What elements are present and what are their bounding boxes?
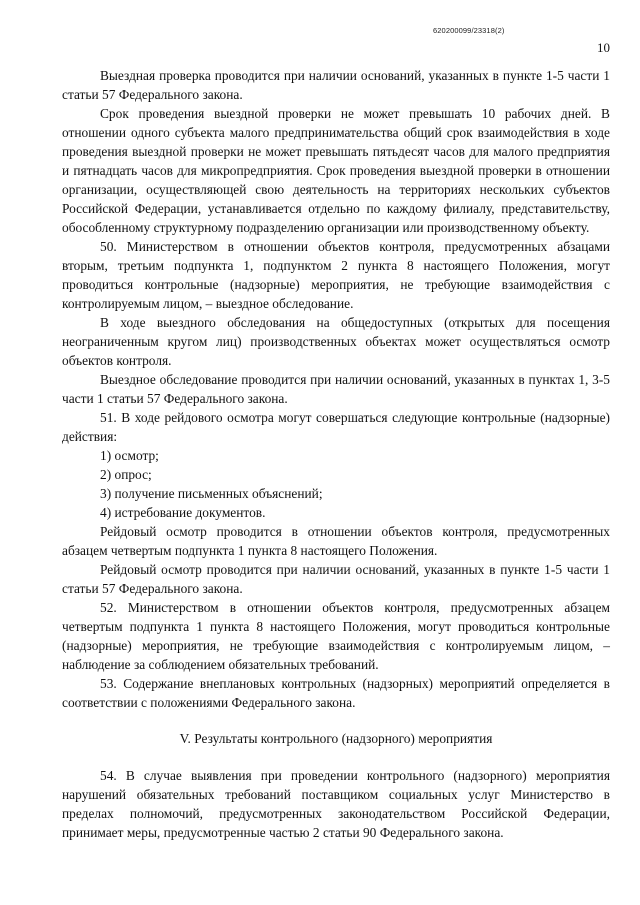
paragraph: В ходе выездного обследования на общедоступных (открытых для посещения неограниченным кругом лиц) производственных объектах может осуществляться осмотр объектов контроля. — [62, 315, 610, 368]
paragraph: 54. В случае выявления при проведении контрольного (надзорного) мероприятия нарушений обязательных требований поставщиком социальных услуг Министерство в пределах полномочий, предусмотренных законодательством Российской Федерации, принимает меры, предусмотренные частью 2 статьи 90 Федерального закона. — [62, 768, 610, 840]
paragraph: 51. В ходе рейдового осмотра могут совершаться следующие контрольные (надзорные) действия: — [62, 410, 610, 444]
page-number: 10 — [597, 40, 610, 55]
paragraph: Срок проведения выездной проверки не может превышать 10 рабочих дней. В отношении одного субъекта малого предпринимательства общий срок взаимодействия в ходе проведения выездной проверки не может превышать пятьдесят часов для малого предприятия и пятнадцать часов для микропредприятия. Срок проведения выездной проверки в отношении организации, осуществляющей свою деятельность на территориях нескольких субъектов Российской Федерации, устанавливается отдельно по каждому филиалу, представительству, обособленному структурному подразделению организации или производственному объекту. — [62, 106, 610, 235]
list-item: 1) осмотр; — [100, 448, 159, 463]
section-heading: V. Результаты контрольного (надзорного) мероприятия — [179, 731, 493, 746]
paragraph: 53. Содержание внеплановых контрольных (надзорных) мероприятий определяется в соответствии с положениями Федерального закона. — [62, 676, 610, 710]
paragraph: Выездная проверка проводится при наличии оснований, указанных в пункте 1-5 части 1 статьи 57 Федерального закона. — [62, 68, 610, 102]
list-item: 2) опрос; — [100, 467, 152, 482]
paragraph: Выездное обследование проводится при наличии оснований, указанных в пунктах 1, 3-5 части 1 статьи 57 Федерального закона. — [62, 372, 610, 406]
paragraph: Рейдовый осмотр проводится в отношении объектов контроля, предусмотренных абзацем четвертым подпункта 1 пункта 8 настоящего Положения. — [62, 524, 610, 558]
list-item: 3) получение письменных объяснений; — [100, 486, 323, 501]
document-code: 620200099/23318(2) — [433, 26, 505, 35]
paragraph: 52. Министерством в отношении объектов контроля, предусмотренных абзацем четвертым подпункта 1 пункта 8 настоящего Положения, могут проводиться контрольные (надзорные) мероприятия, не требующие взаимодействия с контролируемым лицом, – наблюдение за соблюдением обязательных требований. — [62, 600, 610, 672]
paragraph: Рейдовый осмотр проводится при наличии оснований, указанных в пункте 1-5 части 1 статьи 57 Федерального закона. — [62, 562, 610, 596]
list-item: 4) истребование документов. — [100, 505, 266, 520]
paragraph: 50. Министерством в отношении объектов контроля, предусмотренных абзацами вторым, третьим подпункта 1, подпунктом 2 пункта 8 настоящего Положения, могут проводиться контрольные (надзорные) мероприятия, не требующие взаимодействия с контролируемым лицом, – выездное обследование. — [62, 239, 610, 311]
document-body — [62, 66, 610, 842]
